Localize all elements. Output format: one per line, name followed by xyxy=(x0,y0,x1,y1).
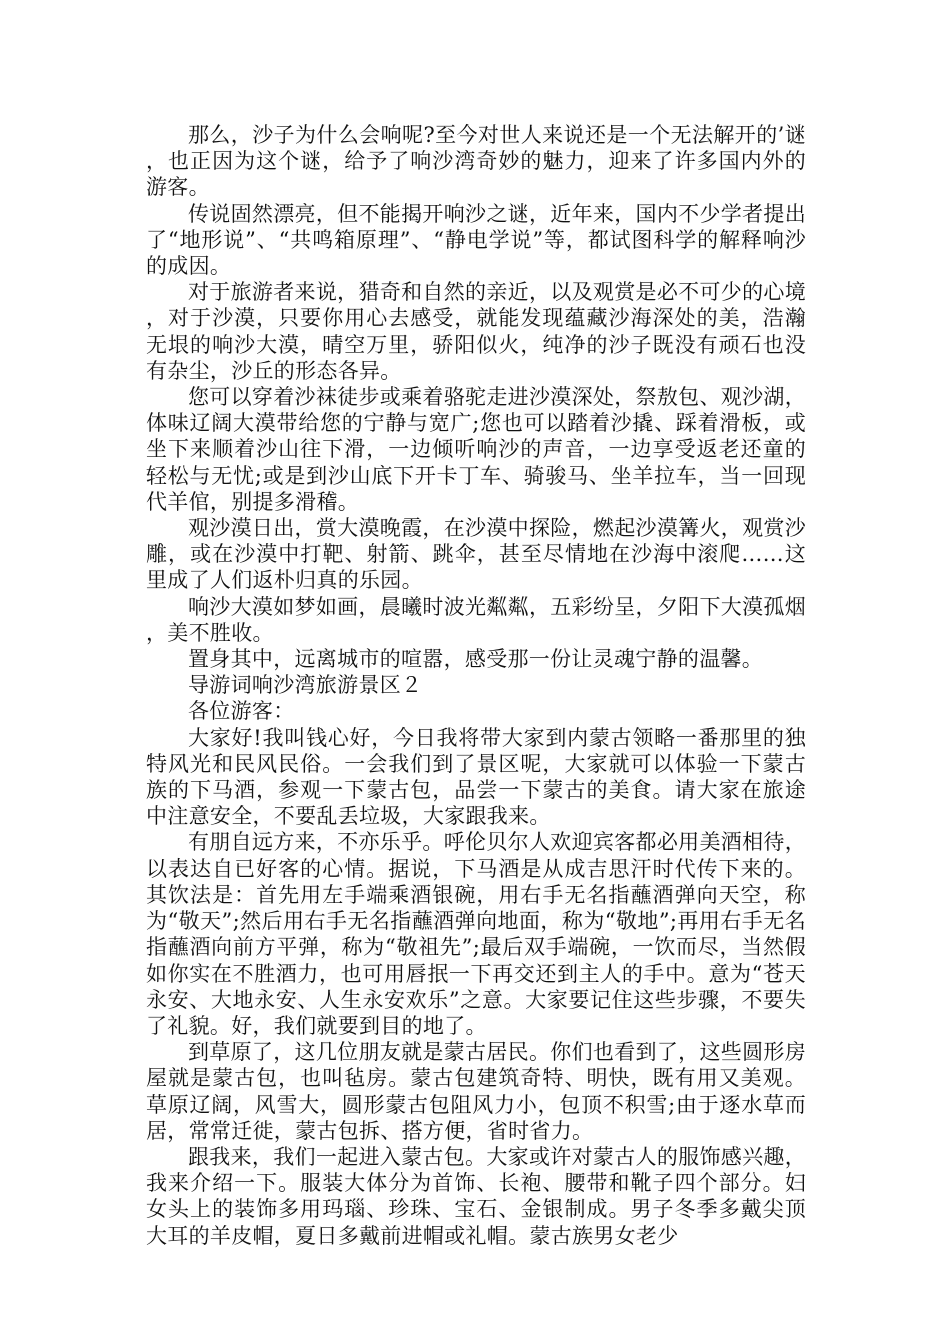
greeting: 各位游客： xyxy=(188,699,295,724)
paragraph-dreamlike-desert: 响沙大漠如梦如画，晨曦时波光粼粼，五彩纷呈，夕阳下大漠孤烟，美不胜收。 xyxy=(146,594,806,645)
paragraph-legend-theories: 传说固然漂亮，但不能揭开响沙之谜，近年来，国内不少学者提出了“地形说”、“共鸣箱原理”、“静电学说”等，都试图科学的解释响沙的成因。 xyxy=(146,201,806,279)
paragraph-costume: 跟我来，我们一起进入蒙古包。大家或许对蒙古人的服饰感兴趣，我来介绍一下。服装大体分为首饰、长袍、腰带和靴子四个部分。妇女头上的装饰多用玛瑙、珍珠、宝石、金银制成。男子冬季多戴尖顶大耳的羊皮帽，夏日多戴前进帽或礼帽。蒙古族男女老少 xyxy=(146,1144,806,1248)
document-page xyxy=(146,122,806,1249)
paragraph-sunrise-sunset: 观沙漠日出，赏大漠晚霞，在沙漠中探险，燃起沙漠篝火，观赏沙雕，或在沙漠中打靶、射箭、跳伞，甚至尽情地在沙海中滚爬……这里成了人们返朴归真的乐园。 xyxy=(146,516,806,593)
paragraph-serenity: 置身其中，远离城市的喧嚣，感受那一份让灵魂宁静的温馨。 xyxy=(188,647,764,672)
paragraph-desert-activities: 您可以穿着沙袜徒步或乘着骆驼走进沙漠深处，祭敖包、观沙湖，体味辽阔大漠带给您的宁静与宽广;您也可以踏着沙撬、踩着滑板，或坐下来顺着沙山往下滑，一边倾听响沙的声音，一边享受返老还童的轻松与无忧;或是到沙山底下开卡丁车、骑骏马、坐羊拉车，当一回现代羊倌，别提多滑稽。 xyxy=(146,385,806,514)
paragraph-desert-beauty: 对于旅游者来说，猎奇和自然的亲近，以及观赏是必不可少的心境，对于沙漠，只要你用心去感受，就能发现蕴藏沙海深处的美，浩瀚无垠的响沙大漠，晴空万里，骄阳似火，纯净的沙子既没有顽石也没有杂尘，沙丘的形态各异。 xyxy=(146,280,806,383)
paragraph-welcome-wine: 有朋自远方来，不亦乐乎。呼伦贝尔人欢迎宾客都必用美酒相待，以表达自已好客的心情。据说，下马酒是从成吉思汗时代传下来的。其饮法是：首先用左手端乘酒银碗，用右手无名指蘸酒弹向天空，称为“敬天”;然后用右手无名指蘸酒弹向地面，称为“敬地”;再用右手无名指蘸酒向前方平弹，称为“敬祖先”;最后双手端碗，一饮而尽，当然假如你实在不胜酒力，也可用唇抿一下再交还到主人的手中。意为“苍天永安、大地永安、人生永安欢乐”之意。大家要记住这些步骤，不要失了礼貌。好，我们就要到目的地了。 xyxy=(146,830,806,1038)
paragraph-sand-mystery: 那么，沙子为什么会响呢?至今对世人来说还是一个无法解开的’谜，也正因为这个谜，给予了响沙湾奇妙的魅力，迎来了许多国内外的游客。 xyxy=(146,123,806,200)
section-heading: 导游词响沙湾旅游景区２ xyxy=(188,673,423,698)
paragraph-welcome: 大家好!我叫钱心好，今日我将带大家到内蒙古领略一番那里的独特风光和民风民俗。一会我们到了景区呢，大家就可以体验一下蒙古族的下马酒，参观一下蒙古包，品尝一下蒙古的美食。请大家在旅途中注意安全，不要乱丢垃圾，大家跟我来。 xyxy=(146,725,806,829)
paragraph-yurt: 到草原了，这几位朋友就是蒙古居民。你们也看到了，这些圆形房屋就是蒙古包，也叫毡房。蒙古包建筑奇特、明快，既有用又美观。草原辽阔，风雪大，圆形蒙古包阻风力小，包顶不积雪;由于逐水草而居，常常迁徙，蒙古包拆、搭方便，省时省力。 xyxy=(146,1040,806,1143)
